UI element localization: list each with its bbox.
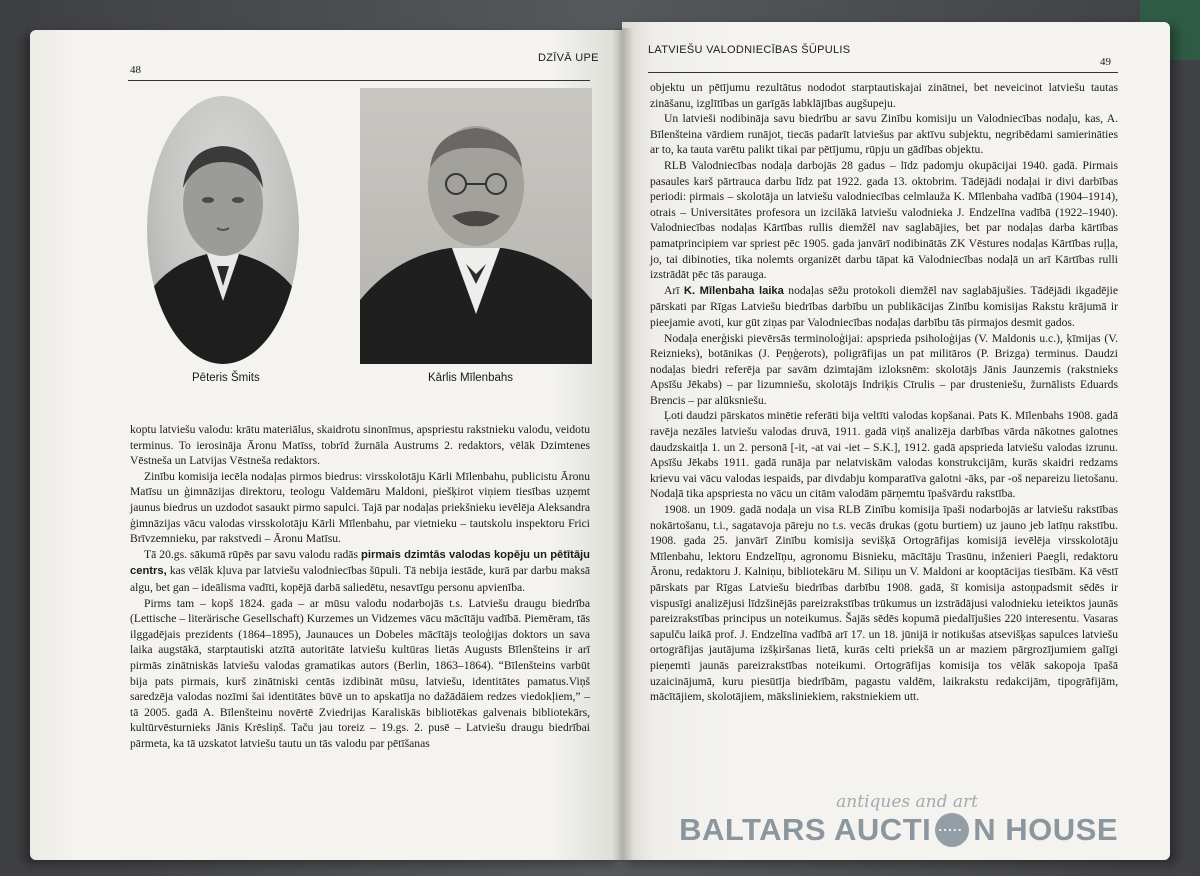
paragraph-text: nodaļas sēžu protokoli diemžēl nav saglabājušies. Tādējādi ikgadējie pārskati par Rīgas Latviešu biedrības darbību un publikācijas Zinību komisijas Rakstu krājumā ir pieejamie avoti, kur gūt ziņas par Valodniecības nodaļas darbību tās pirmajos desmit gados. — [650, 283, 1119, 329]
paragraph: koptu latviešu valodu: krātu materiālus, skaidrotu sinonīmus, apspriestu rakstnieku valodu, veidotu terminus. To ierosināja Āronu Matīss, tobrīd žurnāla Austrums 2. redaktors, vēlāk Dzimtenes Vēstneša un Latvijas Vēstneša redaktors. — [130, 423, 590, 468]
paragraph: 1908. un 1909. gadā nodaļa un visa RLB Zinību komisija īpaši nodarbojās ar latviešu rakstības nokārtošanu, t.i., sagatavoja pāreju no t.s. vecās drukas (gotu burtiem) uz jauno jeb latīņu rakstību. 1908. gada 25. janvārī Zinību komisija sevišķā Ortogrāfijas komisijā ievēlēja virsskolotāju Mīlenbahu, lektoru Endzelīņu, agronomu Bisnieku, mācītāju Trasūnu, inženieri Paegli, redaktoru Āronu, redaktoru J. Kalniņu, bibliotekāru M. Siliņu un V. Maldoni ar kooptācijas tiesībām. Kā vēstī pārskats par Rīgas Latviešu biedrības darbību 1908. gadā, šī komisija astoņpadsmit sēdēs ir vispusīgi analizējusi līdzšinējās pareizrakstības trūkumus un izstrādājusi valodnieku ieteiktos jaunās pareizrakstības principus un noteikumus. Šajās sēdēs kopumā piedalījušies 220 interesentu. Vasaras sapulču laikā prof. J. Endzelīna vadībā arī 17. un 18. jūnijā ir notikušas atsevišķas sapulces latviešu ortogrāfijas jautājuma izšķiršanas lietā, kurās celti priekšā un ar maziem pārgrozījumiem galīgi pieņemti jaunās pareizrakstības noteikumi. Ortogrāfijas komisija tos vēlāk sakopoja īpašā uzaicinājumā, kuru piesūtīja biedrībām, pagastu valdēm, laikrakstu redakcijām, tipogrāfijām, mācītājiem, skolotājiem, māksliniekiem, rakstniekiem utt. — [650, 503, 1118, 704]
paragraph: Pirms tam – kopš 1824. gada – ar mūsu valodu nodarbojās t.s. Latviešu draugu biedrība (Lettische – literärische Gesellschaft) Kurzemes un Vidzemes vācu mācītāju vadībā. Piemēram, tās ilggadējais prezidents (1864–1895), Jaunauces un Dobeles mācītājs teoloģijas doktors un sava laika augstākā, starptautiski atzītā autoritāte latviešu kultūras lietās Augusts Bīlenšteins ir arī pirmās zinātniskās latviešu valodas gramatikas autors (Berlin, 1863–1864). “Bīlenšteins varbūt bija pats pirmais, kurš zinātniski centās izdibināt mūsu, latviešu, identitātes pamatus.Viņš saredzēja valodas nozīmi šai identitātes būvē un to apskatīja no dažādāiem redzes viedokļiem,” – tā 2005. gadā A. Bīlenšteinu novērtē Zviedrijas Karaliskās bibliotēkas galvenais bibliotekārs, kultūrvēsturnieks Jānis Krēsliņš. Taču jau toreiz – 19.gs. 2. pusē – Latviešu draugu biedrībai pārmeta, ka tā uzskatot latviešu tautu un tās valodu par pētīšanas — [130, 596, 590, 750]
paragraph: Zinību komisija iecēla nodaļas pirmos biedrus: virsskolotāju Kārli Mīlenbahu, publicistu Āronu Matīsu un ģimnāzijas direktoru, teologu Valdemāru Maldoni, piešķirot viņiem tiesības uzņemt jaunus biedrus un uzdodot sasaukt pirmo sapulci. Tajā par nodaļas priekšnieku ievēlēja Aleksandra ģimnāzijas vācu valodas virsskolotāju Kārli Mīlenbahu, par vietnieku – tautskolu inspektoru Frici Brīvzemnieku, par rakstvedi – Āronu Matīsu. — [130, 469, 590, 546]
portrait-caption-smits: Pēteris Šmits — [192, 372, 260, 384]
watermark-brand-tail: N HOUSE — [973, 812, 1118, 847]
book-gutter — [612, 28, 634, 862]
page-number-right: 49 — [1100, 56, 1111, 68]
paragraph: Ļoti daudzi pārskatos minētie referāti bija veltīti valodas kopšanai. Pats K. Mīlenbahs 1908. gadā ravēja nezāles latviešu valodas druvā, 1911. gadā viņš analizēja darbības vārda nākotnes galotnes daudzskaitļa 1. un 2. personā [-it, -at vai -iet – S.K.], 1912. gadā apsprieda latviešu valodas izrunu. Apsīšu Jēkabs 1911. gadā runāja par nelatviskām valodas konstrukcijām, kurās skaidri redzams krievu vai vācu valodas iespaids, par divdabju komparatīva galotni -āks, par -oš nepareizu lietošanu. Nodaļā tika apspriesta no vācu un citām valodām pārņemtu īpašvārdu rakstība. — [650, 409, 1118, 501]
portrait-karlis-milenbahs — [360, 88, 592, 364]
paragraph: Un latvieši nodibināja savu biedrību ar savu Zinību komisiju un Valodniecības nodaļu, kas, A. Bīlenšteina vārdiem runājot, tiecās padarīt latviešus par aktīvu subjektu, negribēdami samierināties ar to, ka tauta varētu palikt tikai par pētījumu, rūpju un gādības objektu. — [650, 112, 1118, 157]
running-head-left: DZĪVĀ UPE — [538, 52, 599, 64]
paragraph — [130, 547, 590, 596]
bold-phrase: K. Mīlenbaha laika — [683, 284, 784, 297]
bold-phrase: pirmais dzimtās valodas kopēju un pētītāju centrs, — [130, 548, 591, 578]
paragraph: Nodaļa enerģiski pievērsās terminoloģijai: apsprieda psiholoģijas (V. Maldonis u.c.), ķīmijas (V. Reiznieks), botānikas (J. Peņģerots), poligrāfijas un pat militāros (P. Brizga) terminus. Daudzi nodaļas biedri referēja par savām dzimtajām izloksnēm: skolotājs Jānis Jaunzemis (rakstnieks Apsīšu Jēkabs) – par lizumniešu, skolotājs Indriķis Cīrulis – par drusteniešu, žurnālists Eduards Brencis – par alūksniešu. — [650, 331, 1118, 407]
left-page-body — [130, 422, 590, 751]
portrait-peteris-smits — [147, 96, 299, 364]
header-rule-right — [648, 72, 1118, 73]
paragraph: RLB Valodniecības nodaļa darbojās 28 gadus – līdz padomju okupācijai 1940. gadā. Pirmais pasaules karš pārtrauca darbu līdz pat 1922. gada 13. oktobrim. Tādējādi nodaļai ir divi darbības periodi: pirmais – skolotāja un latviešu valodniecības celmlauža K. Mīlenbaha vadībā (1904–1914), otrais – Universitātes profesora un izcilākā latviešu valodnieka J. Endzelīna vadībā (1922–1940). Valodniecības nodaļas Kārtības rullis diemžēl nav saglabājies, bet par nodaļas darba kārtības pamatprincipiem var spriest pēc 1905. gada janvārī nodibinātās ZK Vēstures nodaļas Kārtības ruļļa, jo, tai dibinoties, tika nolemts organizēt darbu tāpat kā Valodniecības nodaļā un arī Kārtības rulli izstrādāt pēc tās parauga. — [650, 158, 1118, 282]
header-rule-left — [128, 80, 590, 81]
left-page — [30, 30, 622, 860]
watermark-tagline: antiques and art — [836, 792, 978, 812]
paragraph-text: Arī — [664, 283, 684, 297]
right-page — [622, 22, 1170, 860]
watermark-brand-text: BALTARS AUCTI — [679, 812, 932, 847]
page-number-left: 48 — [130, 64, 141, 76]
paragraph — [650, 283, 1118, 331]
portrait-smits-figure — [147, 96, 299, 364]
running-head-right: LATVIEŠU VALODNIECĪBAS ŠŪPULIS — [648, 44, 851, 56]
paragraph-text: Tā 20.gs. sākumā rūpēs par savu valodu radās — [144, 547, 362, 561]
paragraph-text: kas vēlāk kļuva par latviešu valodniecības šūpuli. Tā nebija iestāde, kurā par darbu maksā algu, bet gan – ideālisma vadīti, kopējā darbā saliedētu, nesavtīgu personu apvienība. — [130, 564, 590, 594]
paragraph: objektu un pētījumu rezultātus nododot starptautiskajai zinātnei, bet neveicinot latviešu tautas zināšanu, izglītības un garīgās labklājības augšupeju. — [650, 81, 1118, 110]
right-page-body — [650, 80, 1118, 705]
portrait-caption-milenbahs: Kārlis Mīlenbahs — [428, 372, 514, 384]
portrait-milenbahs-figure — [360, 88, 592, 364]
